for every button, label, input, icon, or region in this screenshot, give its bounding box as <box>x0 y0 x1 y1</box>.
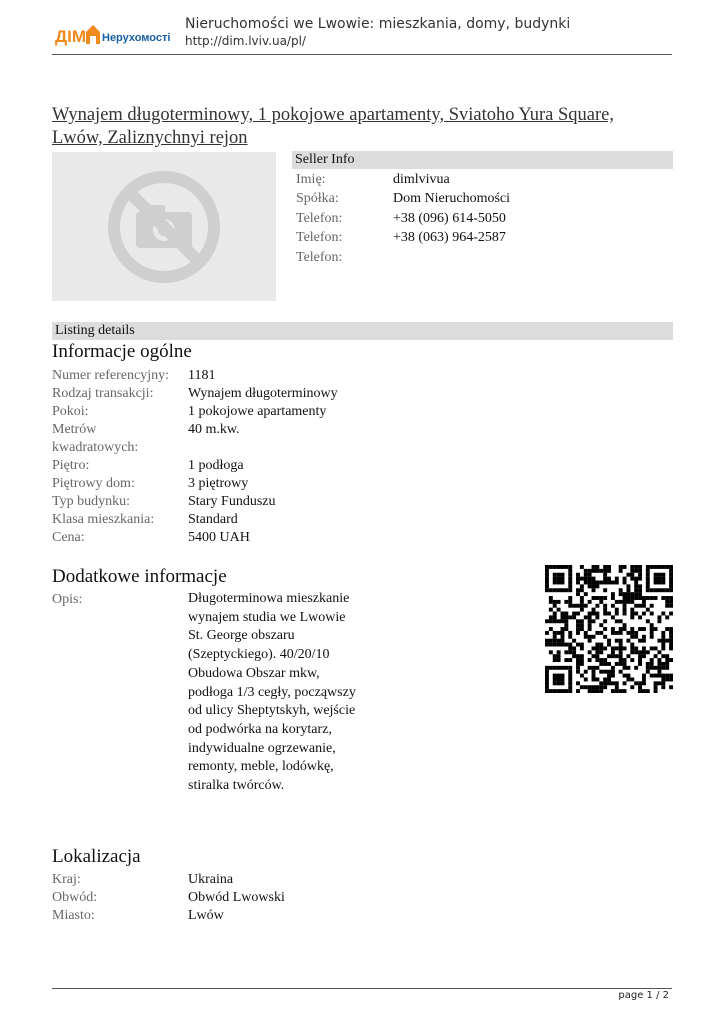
seller-info-heading: Seller Info <box>292 151 673 169</box>
seller-label: Telefon: <box>296 230 343 245</box>
seller-name <box>393 170 450 190</box>
header-divider <box>52 54 672 55</box>
detail-label: Piętro: <box>52 458 90 473</box>
seller-label: Telefon: <box>296 211 343 226</box>
detail-label: Typ budynku: <box>52 494 130 509</box>
location-label: Miasto: <box>52 908 95 923</box>
detail-value: Wynajem długoterminowy <box>188 386 338 401</box>
qr-code[interactable] <box>545 565 673 693</box>
qr-code-icon <box>545 565 673 693</box>
location-value: Lwów <box>188 908 224 923</box>
seller-phone-2[interactable] <box>393 228 506 248</box>
seller-phone-1[interactable] <box>393 209 506 229</box>
detail-label: Pokoi: <box>52 404 89 419</box>
detail-label: Cena: <box>52 530 85 545</box>
detail-value: 1 podłoga <box>188 458 244 473</box>
detail-value: 1181 <box>188 368 216 383</box>
listing-title[interactable]: Wynajem długoterminowy, 1 pokojowe apartamenty, Sviatoho Yura Square, Lwów, Zaliznychnyi rejon <box>52 105 614 148</box>
listing-photo-placeholder <box>52 152 276 301</box>
svg-text:ДІМ: ДІМ <box>55 27 86 46</box>
description-text: Długoterminowa mieszkanie wynajem studia we Lwowie St. George obszaru (Szeptyckiego). 40/20/10 Obudowa Obszar mkw, podłoga 1/3 cegły, począwszy od ulicy Sheptytskyh, wejście od podwórka na korytarz, indywidualne ogrzewanie, remonty, meble, lodówkę, stiralka twórców. <box>188 591 356 794</box>
site-url[interactable]: http://dim.lviv.ua/pl/ <box>185 34 306 48</box>
detail-label: Numer referencyjny: <box>52 368 169 383</box>
location-label: Obwód: <box>52 890 98 905</box>
seller-label: Telefon: <box>296 250 343 265</box>
location-label: Kraj: <box>52 872 81 887</box>
price-value: 5400 UAH <box>188 530 250 545</box>
seller-row <box>296 170 326 190</box>
detail-value: 1 pokojowe apartamenty <box>188 404 327 419</box>
seller-company <box>393 189 510 209</box>
general-info-heading: Informacje ogólne <box>52 341 192 362</box>
seller-value[interactable]: +38 (063) 964-2587 <box>393 230 506 245</box>
footer-divider <box>52 988 672 989</box>
seller-value: Dom Nieruchomości <box>393 191 511 206</box>
detail-value: 3 piętrowy <box>188 476 249 491</box>
seller-value: dimlvivua <box>393 172 450 187</box>
site-title: Nieruchomości we Lwowie: mieszkania, domy, budynki <box>185 16 571 32</box>
additional-info-heading: Dodatkowe informacje <box>52 566 227 587</box>
detail-label: Metrów <box>52 422 97 437</box>
detail-label: Piętrowy dom: <box>52 476 135 491</box>
svg-text:Нерухомості: Нерухомості <box>102 32 171 44</box>
seller-label: Imię: <box>296 172 326 187</box>
detail-label: Rodzaj transakcji: <box>52 386 154 401</box>
no-camera-icon <box>52 152 276 301</box>
seller-label: Spółka: <box>296 191 339 206</box>
seller-row <box>296 248 342 268</box>
detail-label: kwadratowych: <box>52 440 139 455</box>
seller-value[interactable]: +38 (096) 614-5050 <box>393 211 506 226</box>
detail-value: Standard <box>188 512 238 527</box>
listing-details-heading: Listing details <box>52 322 673 340</box>
site-logo[interactable] <box>55 22 173 48</box>
location-value: Ukraina <box>188 872 234 887</box>
seller-row <box>296 228 342 248</box>
page-number: page 1 / 2 <box>618 990 669 1001</box>
description-label: Opis: <box>52 592 83 607</box>
seller-row <box>296 209 342 229</box>
seller-row <box>296 189 339 209</box>
detail-label: Klasa mieszkania: <box>52 512 155 527</box>
detail-value: Stary Funduszu <box>188 494 276 509</box>
location-heading: Lokalizacja <box>52 846 141 867</box>
detail-value: 40 m.kw. <box>188 422 240 437</box>
location-value: Obwód Lwowski <box>188 890 285 905</box>
